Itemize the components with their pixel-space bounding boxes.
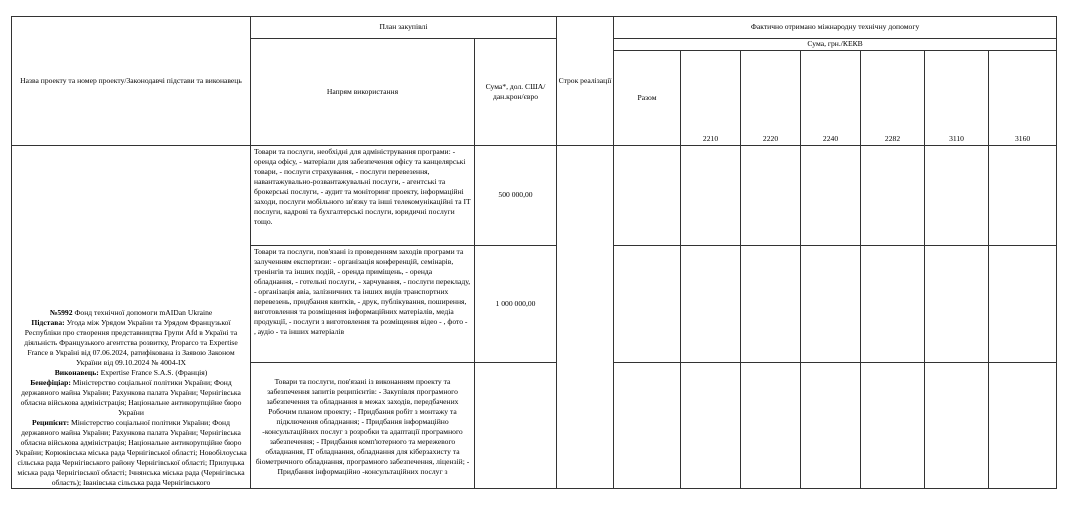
kekv-cell <box>741 363 801 489</box>
beneficiary-label: Бенефіціар: <box>30 377 71 387</box>
header-amount: Сума*, дол. США/дан.крон/євро <box>475 39 557 146</box>
term-cell <box>557 146 614 489</box>
project-executor <box>14 368 248 378</box>
basis-label: Підстава: <box>31 317 65 327</box>
kekv-cell <box>681 246 741 363</box>
kekv-cell <box>925 146 989 246</box>
row-amount <box>475 363 557 489</box>
row-direction: Товари та послуги, пов'язані із проведенням заходів програми та залученням експертизи: - організація конференцій, семінарів, тренінгів та інших подій, - оренда приміщень, - оренда обладнання, - готельні послуги, - харчування, - послуги перекладу, - організація авіа, залізничних та інших видів транспортних перевезень, придбання квитків, - друк, публікування, поширення, виготовлення та розміщення інформаційних матеріалів, медіа продукції, - послуги з виготовлення та розміщення відео - , фото - , аудіо - та інших матеріалів <box>251 246 475 363</box>
recipient-label: Реципієнт: <box>32 417 70 427</box>
total-cell <box>614 363 681 489</box>
project-beneficiary <box>14 378 248 418</box>
basis-text: Угода між Урядом України та Урядом Французької Республіки про створення представництва Групи Afd в Україні та діяльність Французького агентства розвитку, Proparco та Expertise France в Україні від 07.06.2024, ратифікована із Заявою Законом України від 09.10.2024 № 4004-IX <box>24 317 238 367</box>
project-basis <box>14 318 248 368</box>
header-code: 2240 <box>801 51 861 146</box>
kekv-cell <box>801 246 861 363</box>
total-cell <box>614 146 681 246</box>
kekv-cell <box>861 246 925 363</box>
beneficiary-text: Міністерство соціальної політики України; Фонд державного майна України; Рахункова палата України; Чернігівська обласна військова адміністрація; Національне антикорупційне бюро України <box>20 377 242 417</box>
header-term: Строк реалізації <box>557 17 614 146</box>
header-total: Разом <box>614 51 681 146</box>
kekv-cell <box>681 146 741 246</box>
project-info-cell <box>12 146 251 489</box>
project-number: №5992 <box>49 307 73 317</box>
total-cell <box>614 246 681 363</box>
kekv-cell <box>801 363 861 489</box>
header-procurement-plan: План закупівлі <box>251 17 557 39</box>
executor-label: Виконавець: <box>54 367 99 377</box>
header-direction: Напрям використання <box>251 39 475 146</box>
project-title <box>14 308 248 318</box>
header-code: 2220 <box>741 51 801 146</box>
header-code: 3160 <box>989 51 1057 146</box>
kekv-cell <box>801 146 861 246</box>
header-code: 2282 <box>861 51 925 146</box>
row-amount: 500 000,00 <box>475 146 557 246</box>
header-actual-received: Фактично отримано міжнародну технічну допомогу <box>614 17 1057 39</box>
kekv-cell <box>989 246 1057 363</box>
executor-text: Expertise France S.A.S. (Франція) <box>100 367 208 377</box>
kekv-cell <box>861 363 925 489</box>
header-sum-kekv: Сума, грн./КЕКВ <box>614 39 1057 51</box>
row-direction: Товари та послуги, необхідні для адміністрування програми: - оренда офісу, - матеріали для забезпечення офісу та канцелярські товари, - послуги страхування, - послуги перевезення, навантажувально-розвантажувальні послуги, - агентські та брокерські послуги, - аудит та моніторинг проекту, інформаційні заходи, послуги мобільного зв'язку та інші телекомунікаційні та IT послуги, кадрові та бухгалтерські послуги, юридичні послуги тощо. <box>251 146 475 246</box>
row-amount: 1 000 000,00 <box>475 246 557 363</box>
kekv-cell <box>925 363 989 489</box>
kekv-cell <box>681 363 741 489</box>
project-recipient <box>14 418 248 488</box>
project-name: Фонд технічної допомоги mAIDan Ukraine <box>74 307 213 317</box>
kekv-cell <box>741 146 801 246</box>
kekv-cell <box>989 146 1057 246</box>
row-direction: Товари та послуги, пов'язані із виконанням проекту та забезпечення запитів реципієнтів: - Закупівля програмного забезпечення та обладнання в межах заходів, передбачених Робочим планом проекту; - Придбання робіт з монтажу та підключення обладнання; - Придбання інформаційно -консультаційних послуг з розробки та адаптації програмного забезпечення; - Придбання комп'ютерного та мережевого обладнання, IT обладнання, обладнання для кіберзахисту та біометричного обладнання, програмного забезпечення, ліцензій; - Придбання інформаційно -консультаційних послуг з <box>251 363 475 489</box>
procurement-table <box>11 16 1057 489</box>
kekv-cell <box>861 146 925 246</box>
recipient-text: Міністерство соціальної політики України; Фонд державного майна України; Рахункова палата України; Чернігівська обласна військова адміністрація; Національне антикорупційне бюро України; Корюківська міська рада Чернігівської області; Новобілоуська сільська рада Чернігівського району Чернігівської області; Прилуцька міська рада Чернігівської області; Ічнянська міська рада (Чернігівська область); Іванівська сільська рада Чернігівського <box>15 417 247 487</box>
header-project-name: Назва проекту та номер проекту/Законодавчі підстави та виконавець <box>12 17 251 146</box>
header-code: 2210 <box>681 51 741 146</box>
kekv-cell <box>741 246 801 363</box>
kekv-cell <box>925 246 989 363</box>
kekv-cell <box>989 363 1057 489</box>
header-code: 3110 <box>925 51 989 146</box>
